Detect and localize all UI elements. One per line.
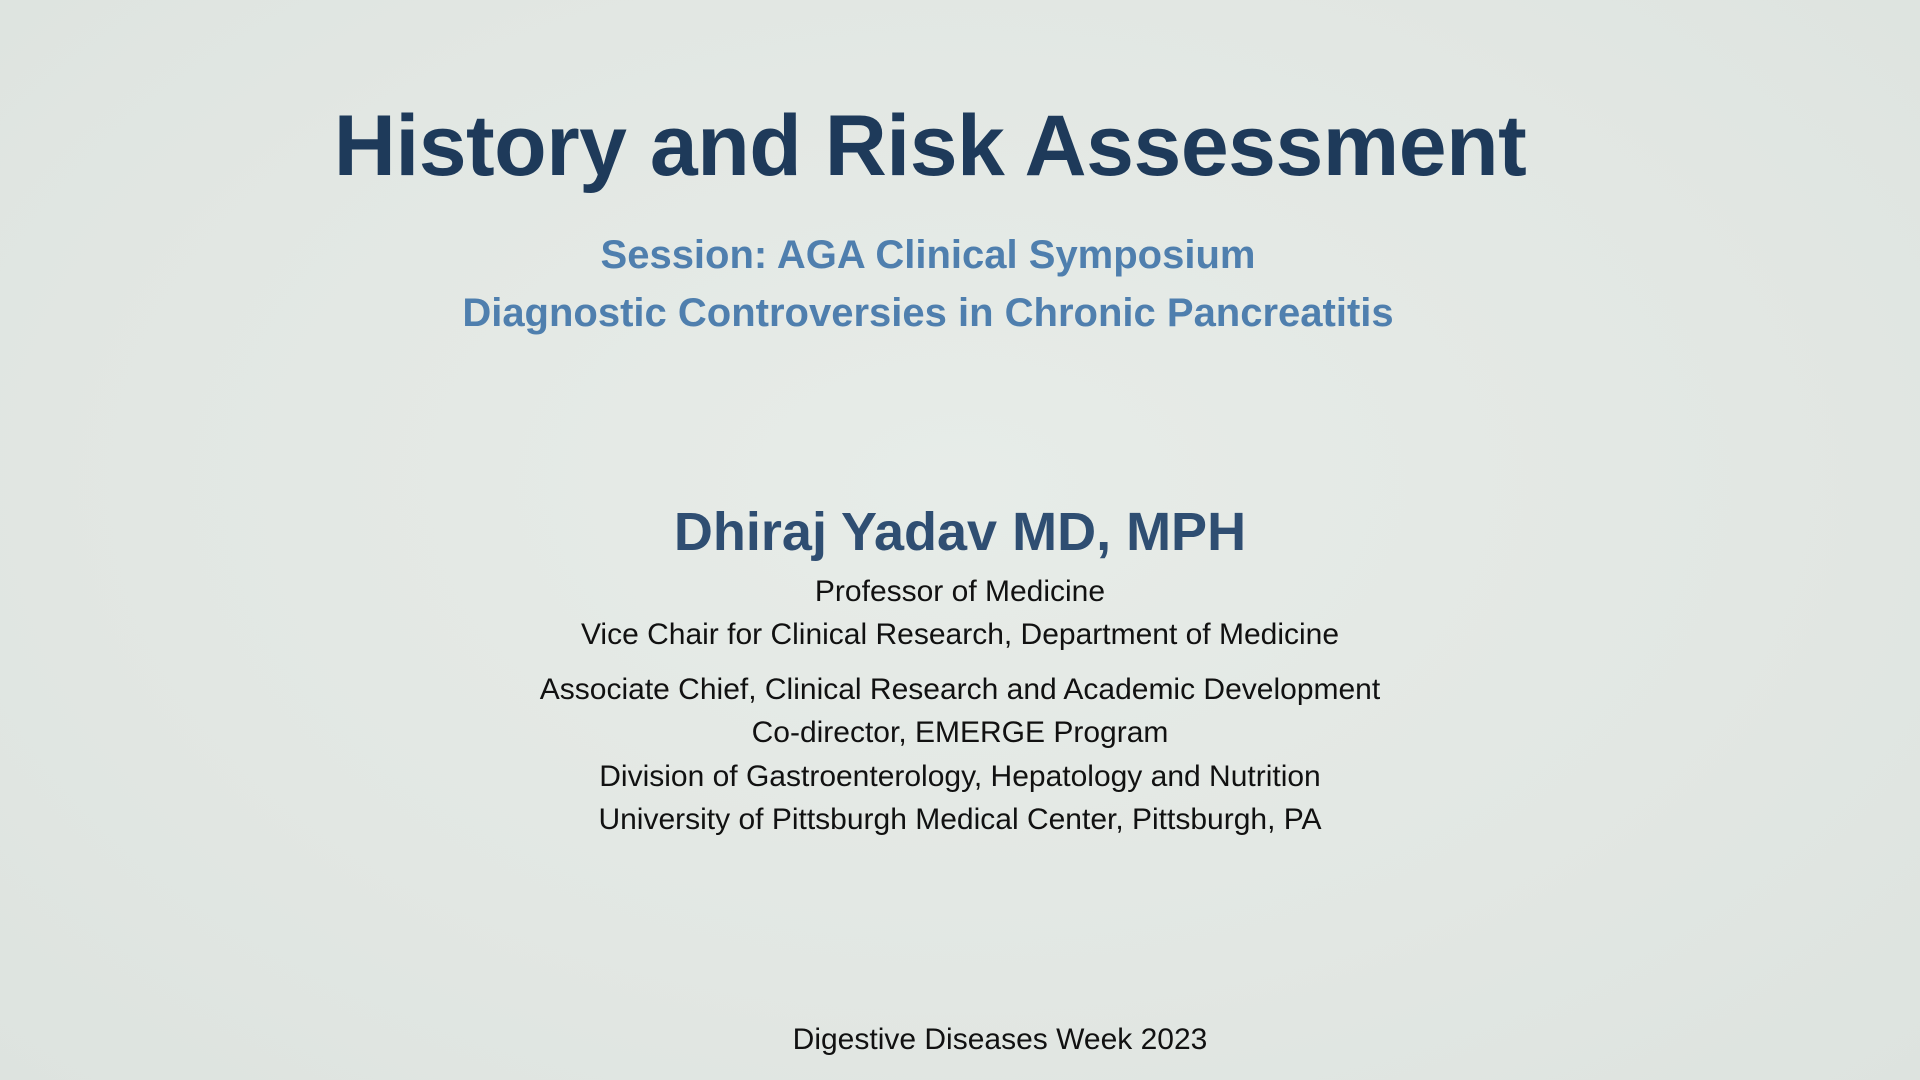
session-title: Session: AGA Clinical Symposium (600, 233, 1256, 277)
presenter-name: Dhiraj Yadav MD, MPH (673, 502, 1247, 562)
affiliation-line: Associate Chief, Clinical Research and Academic Development (539, 673, 1381, 706)
affiliation-line: Professor of Medicine (814, 575, 1106, 608)
affiliation-line: University of Pittsburgh Medical Center, Pittsburgh, PA (598, 803, 1322, 836)
conference-footer: Digestive Diseases Week 2023 (792, 1023, 1208, 1056)
affiliation-line: Vice Chair for Clinical Research, Department of Medicine (580, 618, 1340, 651)
session-subtitle: Diagnostic Controversies in Chronic Pancreatitis (462, 291, 1394, 335)
slide-title: History and Risk Assessment (333, 98, 1527, 194)
affiliation-line: Division of Gastroenterology, Hepatology and Nutrition (599, 760, 1321, 793)
affiliation-line: Co-director, EMERGE Program (751, 716, 1169, 749)
